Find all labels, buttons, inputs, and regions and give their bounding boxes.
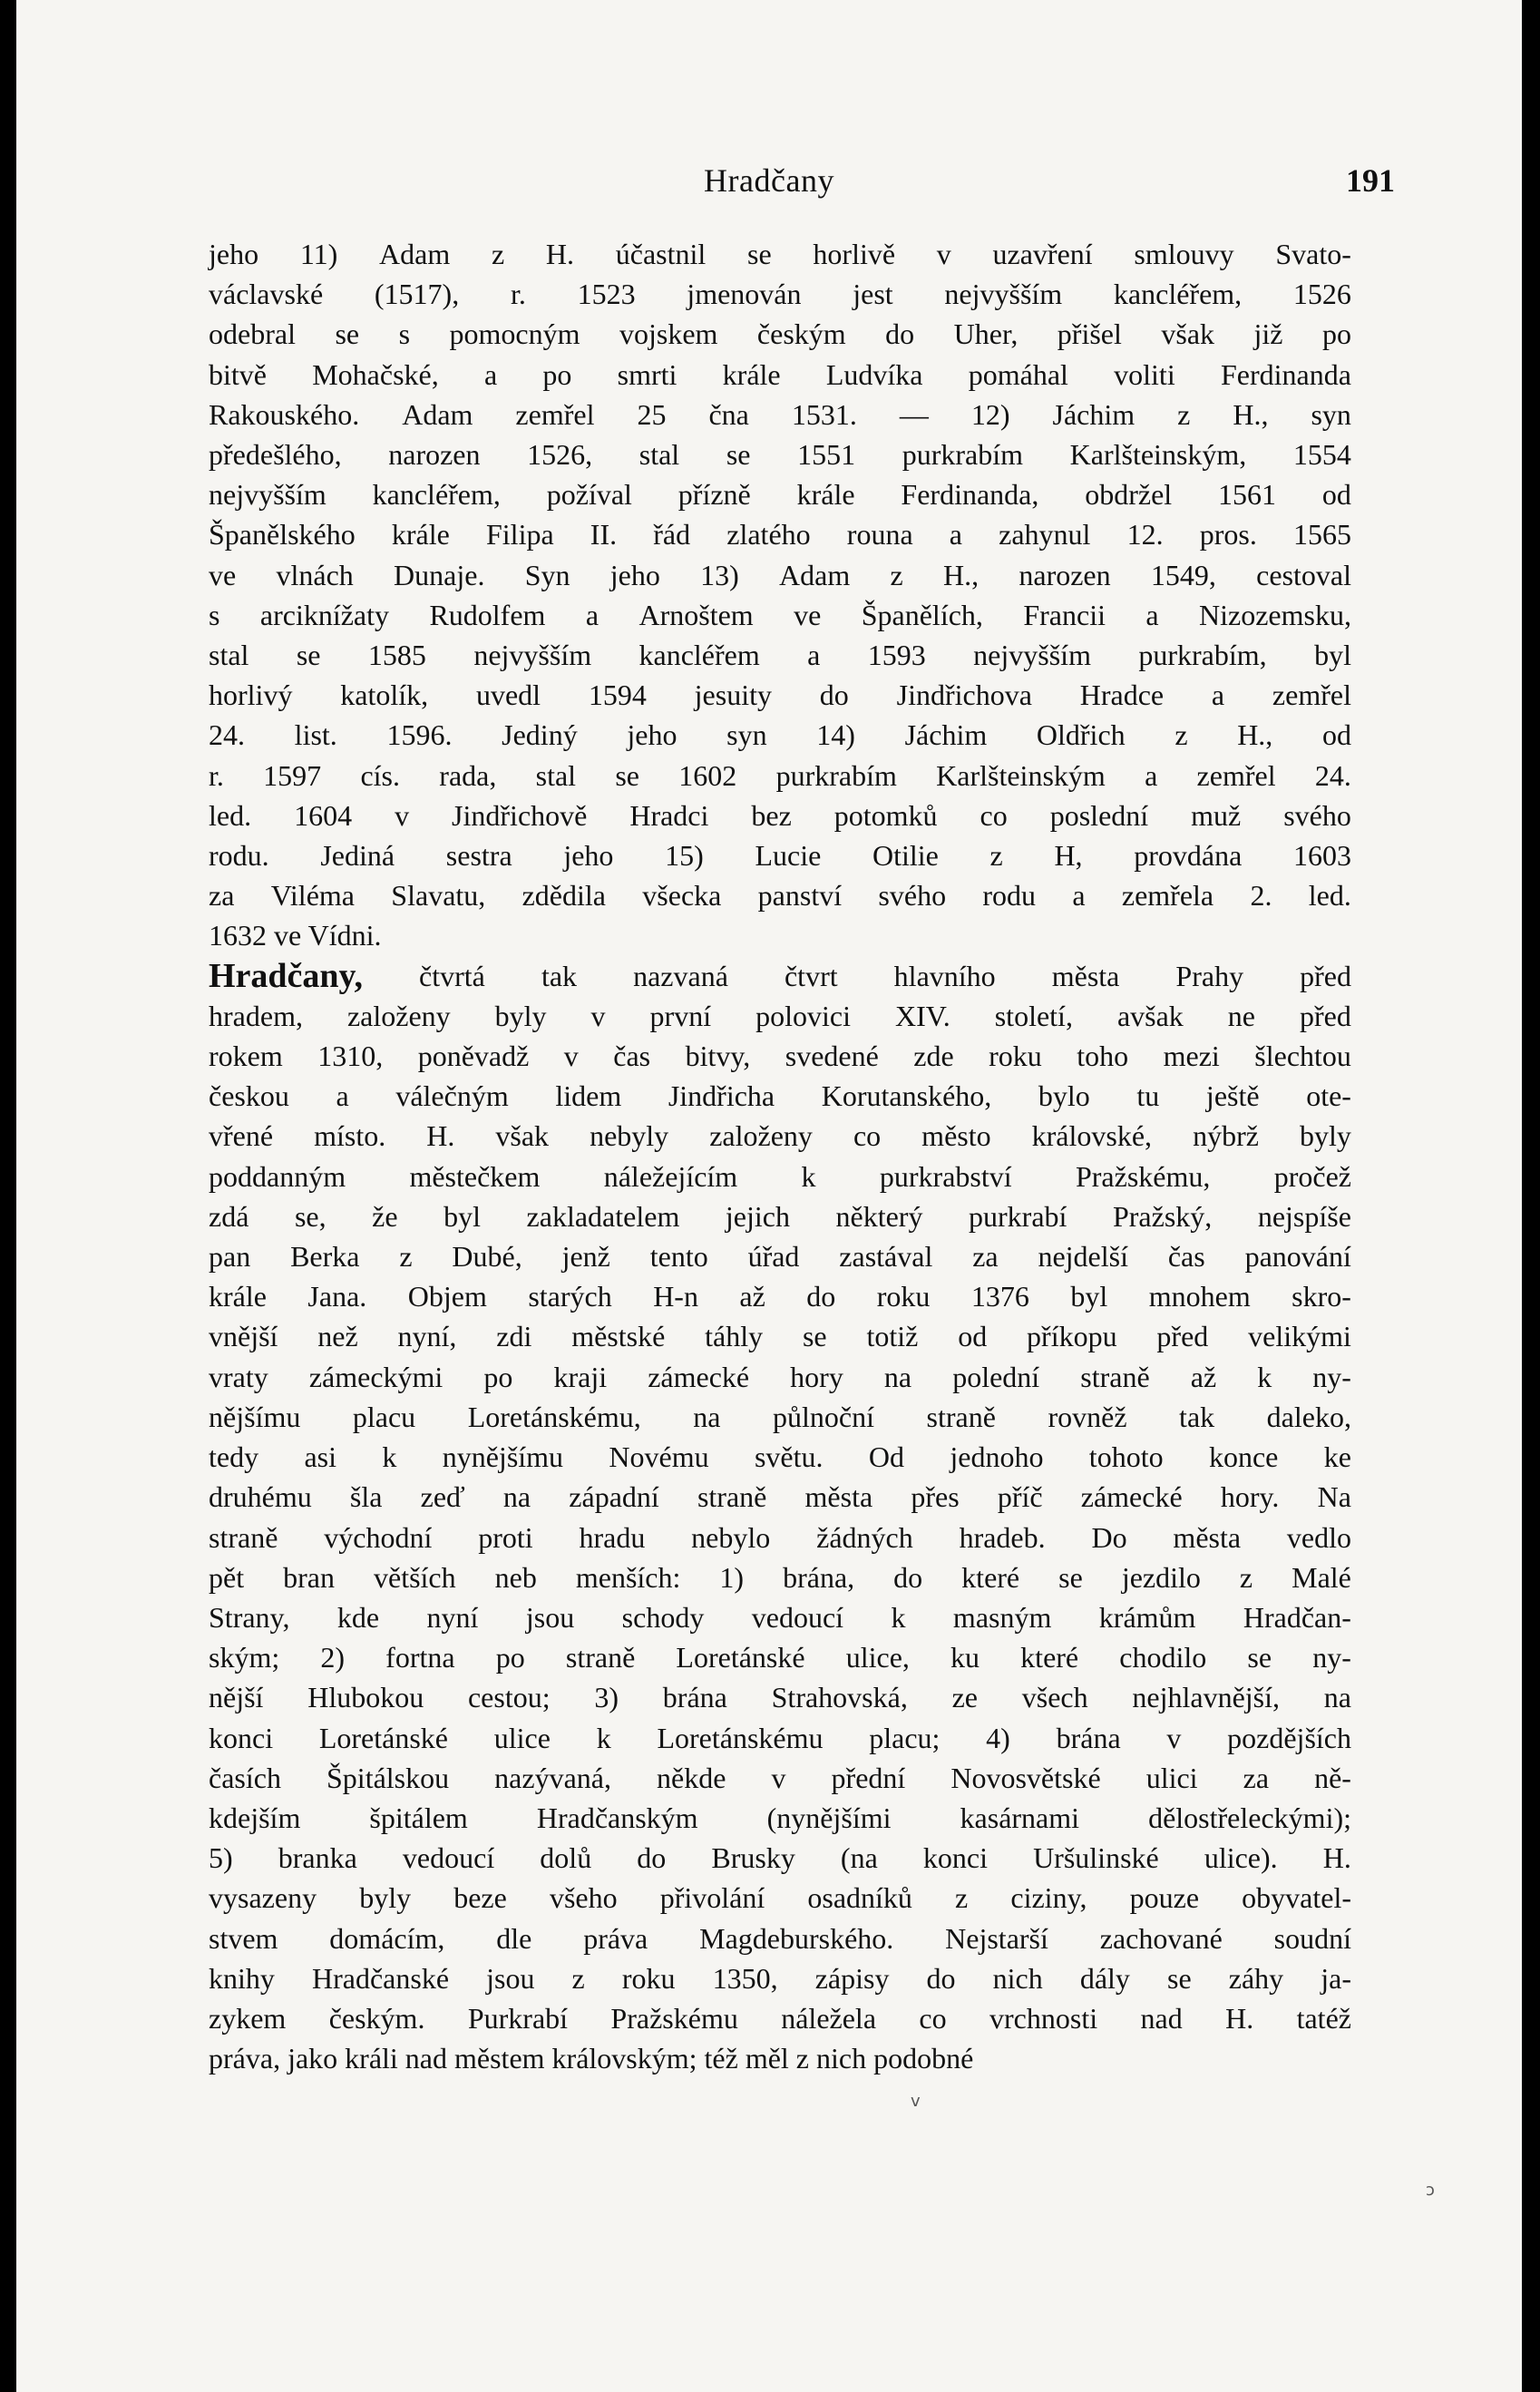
body-text: [209, 234, 1351, 2078]
text-line: Španělského krále Filipa II. řád zlatého rouna a zahynul 12. pros. 1565: [209, 518, 1351, 552]
text-line: 5) branka vedoucí dolů do Brusky (na konci Uršulinské ulice). H.: [209, 1841, 1351, 1875]
text-line: druhému šla zeď na západní straně města přes příč zámecké hory. Na: [209, 1480, 1351, 1514]
text-line: vysazeny byly beze všeho přivolání osadníků z ciziny, pouze obyvatel-: [209, 1881, 1351, 1915]
text-line: poddanným městečkem náležejícím k purkrabství Pražskému, pročež: [209, 1159, 1351, 1193]
text-line: horlivý katolík, uvedl 1594 jesuity do Jindřichova Hradce a zemřel: [209, 679, 1351, 712]
text-line: práva, jako králi nad městem královským; též měl z nich podobné: [209, 2042, 974, 2075]
text-line: konci Loretánské ulice k Loretánskému placu; 4) brána v pozdějších: [209, 1721, 1351, 1754]
text-line: ve vlnách Dunaje. Syn jeho 13) Adam z H., narozen 1549, cestoval: [209, 558, 1351, 591]
text-line: straně východní proti hradu nebylo žádných hradeb. Do města vedlo: [209, 1520, 1351, 1554]
text-line: s arciknížaty Rudolfem a Arnoštem ve Španělích, Francii a Nizozemsku,: [209, 598, 1351, 631]
text-line: českou a válečným lidem Jindřicha Korutanského, bylo tu ještě ote-: [209, 1079, 1351, 1113]
text-line: zdá se, že byl zakladatelem jejich některý purkrabí Pražský, nejspíše: [209, 1199, 1351, 1233]
text-line: nější Hlubokou cestou; 3) brána Strahovská, ze všech nejhlavnější, na: [209, 1681, 1351, 1714]
text-line: nějšímu placu Loretánskému, na půlnoční straně rovněž tak daleko,: [209, 1400, 1351, 1433]
text-line: led. 1604 v Jindřichově Hradci bez potomků co poslední muž svého: [209, 798, 1351, 832]
page-number: 191: [1346, 162, 1395, 199]
text-line: václavské (1517), r. 1523 jmenován jest nejvyšším kancléřem, 1526: [209, 278, 1351, 311]
text-line: 1632 ve Vídni.: [209, 919, 382, 952]
text-line: vraty zámeckými po kraji zámecké hory na polední straně až k ny-: [209, 1360, 1351, 1393]
text-line: bitvě Mohačské, a po smrti krále Ludvíka pomáhal voliti Ferdinanda: [209, 357, 1351, 391]
text-line: knihy Hradčanské jsou z roku 1350, zápisy do nich dály se záhy ja-: [209, 1961, 1351, 1995]
text-line: pět bran větších neb menších: 1) brána, do které se jezdilo z Malé: [209, 1560, 1351, 1594]
scanned-page: [16, 0, 1522, 2392]
text-line: r. 1597 cís. rada, stal se 1602 purkrabím Karlšteinským a zemřel 24.: [209, 758, 1351, 792]
text-line: odebral se s pomocným vojskem českým do Uher, přišel však již po: [209, 317, 1351, 351]
text-line: kdejším špitálem Hradčanským (nynějšími kasárnami dělostřeleckými);: [209, 1801, 1351, 1834]
text-line: vnější než nyní, zdi městské táhly se totiž od příkopu před velikými: [209, 1320, 1351, 1353]
text-line: ským; 2) fortna po straně Loretánské ulice, ku které chodilo se ny-: [209, 1641, 1351, 1674]
text-line: tedy asi k nynějšímu Novému světu. Od jednoho tohoto konce ke: [209, 1440, 1351, 1474]
text-line: rokem 1310, poněvadž v čas bitvy, svedené zde roku toho mezi šlechtou: [209, 1040, 1351, 1073]
text-line: hradem, založeny byly v první polovici XIV. století, avšak ne před: [209, 999, 1351, 1032]
text-line: Rakouského. Adam zemřel 25 čna 1531. — 12) Jáchim z H., syn: [209, 397, 1351, 431]
stray-mark: v: [911, 2092, 921, 2111]
running-head: [16, 161, 1522, 216]
stray-mark: ɔ: [1426, 2181, 1435, 2200]
text-line: stal se 1585 nejvyšším kancléřem a 1593 nejvyšším purkrabím, byl: [209, 639, 1351, 672]
text-line: 24. list. 1596. Jediný jeho syn 14) Jáchim Oldřich z H., od: [209, 718, 1351, 752]
text-line: Strany, kde nyní jsou schody vedoucí k masným krámům Hradčan-: [209, 1600, 1351, 1634]
text-line: předešlého, narozen 1526, stal se 1551 purkrabím Karlšteinským, 1554: [209, 438, 1351, 472]
text-line: za Viléma Slavatu, zdědila všecka panství svého rodu a zemřela 2. led.: [209, 879, 1351, 913]
text-line: nejvyšším kancléřem, požíval přízně krále Ferdinanda, obdržel 1561 od: [209, 478, 1351, 512]
text-line: rodu. Jediná sestra jeho 15) Lucie Otilie z H, provdána 1603: [209, 839, 1351, 873]
text-line: zykem českým. Purkrabí Pražskému náležela co vrchnosti nad H. tatéž: [209, 2001, 1351, 2035]
text-line: jeho 11) Adam z H. účastnil se horlivě v uzavření smlouvy Svato-: [209, 238, 1351, 270]
running-title: Hradčany: [704, 162, 834, 199]
text-line: stvem domácím, dle práva Magdeburského. Nejstarší zachované soudní: [209, 1921, 1351, 1955]
text-line: pan Berka z Dubé, jenž tento úřad zastával za nejdelší čas panování: [209, 1240, 1351, 1274]
text-line: Hradčany, čtvrtá tak nazvaná čtvrt hlavního města Prahy před: [209, 956, 1351, 995]
text-line: krále Jana. Objem starých H-n až do roku 1376 byl mnohem skro-: [209, 1280, 1351, 1313]
text-line: časích Špitálskou nazývaná, někde v přední Novosvětské ulici za ně-: [209, 1761, 1351, 1794]
text-line: vřené místo. H. však nebyly založeny co město královské, nýbrž byly: [209, 1119, 1351, 1153]
